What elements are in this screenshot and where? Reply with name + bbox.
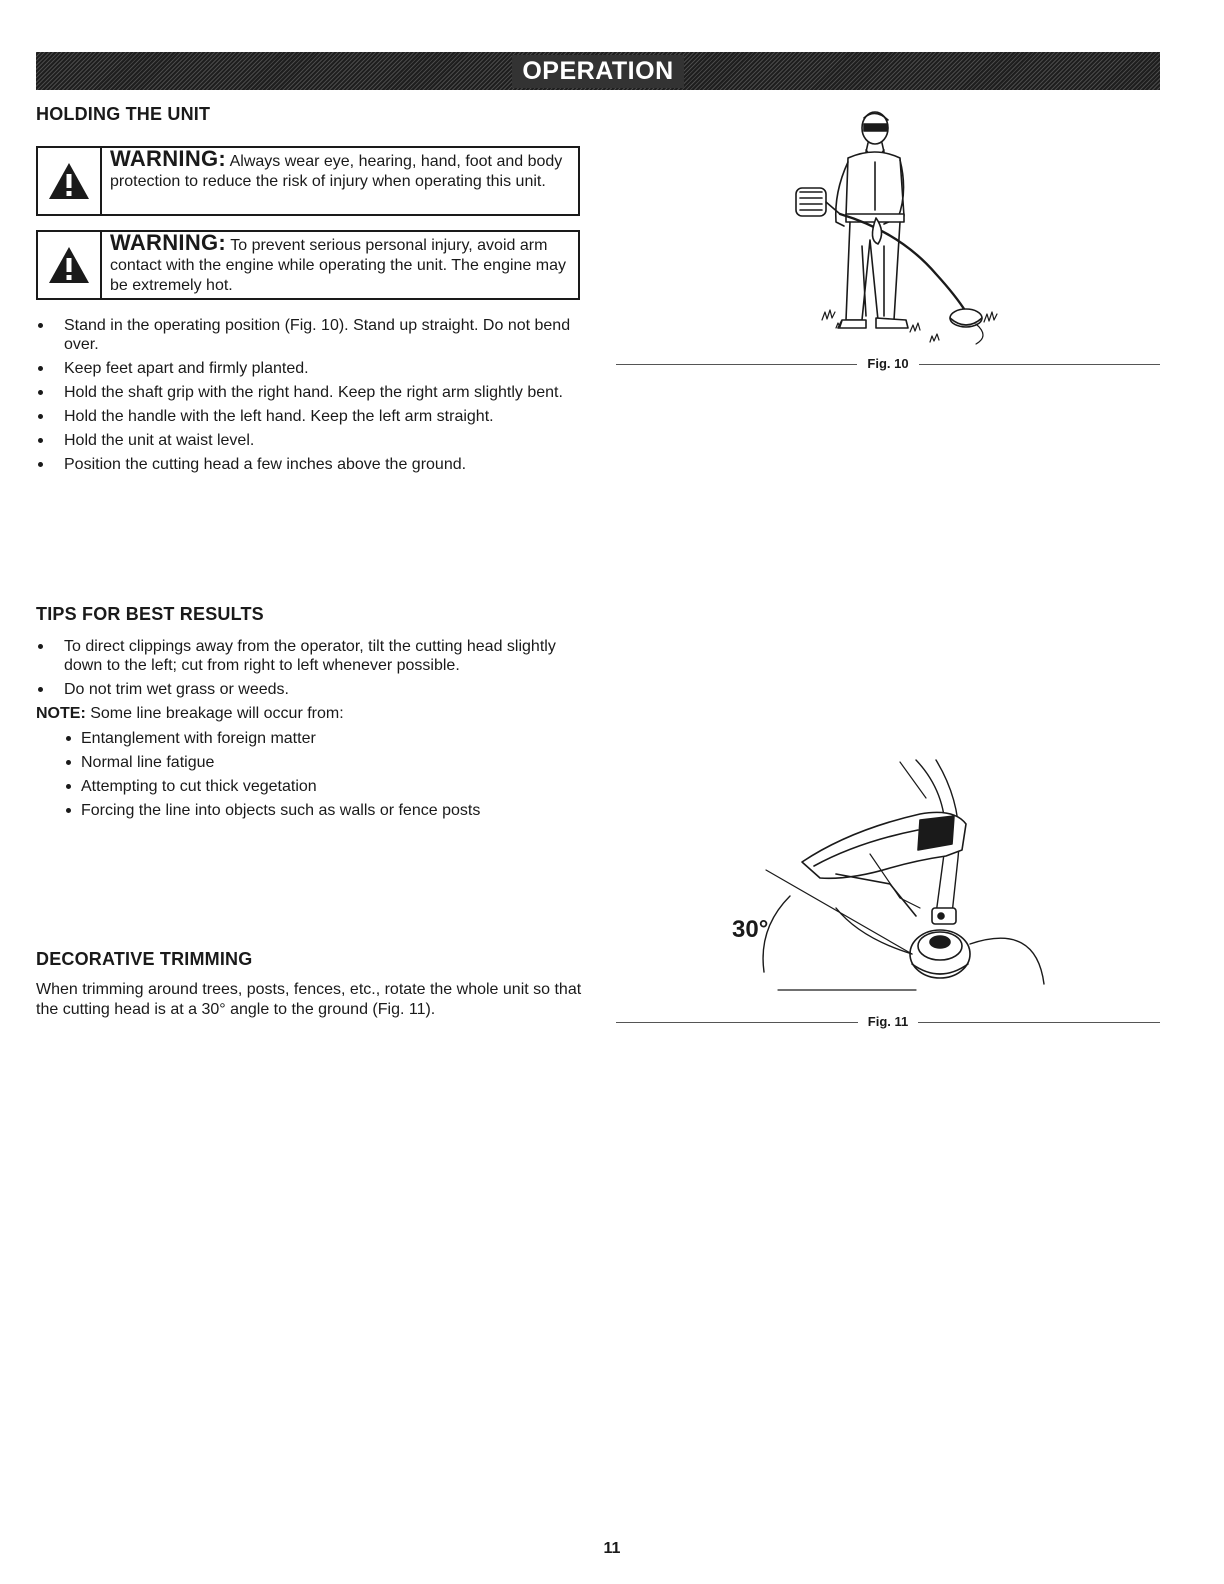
- warning-triangle-icon: [47, 161, 91, 201]
- list-item: Attempting to cut thick vegetation: [64, 777, 564, 796]
- section-title: OPERATION: [512, 55, 683, 88]
- fig11-caption-text: Fig. 11: [858, 1014, 918, 1029]
- list-item: Do not trim wet grass or weeds.: [36, 680, 576, 699]
- warning-icon-cell: [38, 232, 102, 298]
- fig10-caption-row: [616, 356, 1160, 372]
- holding-heading: HOLDING THE UNIT: [36, 104, 211, 124]
- decorative-heading: DECORATIVE TRIMMING: [36, 949, 253, 969]
- list-item: Position the cutting head a few inches above the ground.: [36, 455, 576, 474]
- list-item: Keep feet apart and firmly planted.: [36, 359, 576, 378]
- fig11-angle-illustration: [740, 758, 1060, 994]
- fig10-caption-text: Fig. 10: [857, 356, 918, 371]
- tips-bullet-list: [36, 637, 576, 704]
- list-item: To direct clippings away from the operator, tilt the cutting head slightly down to the left; cut from right to left whenever possible.: [36, 637, 576, 675]
- warning-text: [102, 232, 578, 298]
- page-number: 11: [603, 1540, 621, 1557]
- list-item: Stand in the operating position (Fig. 10). Stand up straight. Do not bend over.: [36, 316, 576, 354]
- fig10-caption: [616, 356, 1160, 372]
- fig11-caption-row: [616, 1014, 1160, 1030]
- warning-text: [102, 148, 578, 214]
- list-item: Entanglement with foreign matter: [64, 729, 564, 748]
- list-item: Hold the unit at waist level.: [36, 431, 576, 450]
- note-bullet-list: [64, 729, 564, 825]
- section-banner: [36, 52, 1160, 90]
- warning-message: Always wear eye, hearing, hand, foot and body protection to reduce the risk of injury when operating this unit.: [110, 153, 563, 190]
- list-item: Hold the handle with the left hand. Keep the left arm straight.: [36, 407, 576, 426]
- note-text: Some line breakage will occur from:: [85, 705, 344, 722]
- decorative-paragraph: When trimming around trees, posts, fences, etc., rotate the whole unit so that the cutting head is at a 30° angle to the ground (Fig. 11).: [36, 981, 582, 1018]
- fig11-caption: [616, 1014, 1160, 1030]
- fig10-operator-illustration: [780, 106, 1000, 354]
- warning-box-engine: [36, 230, 580, 300]
- list-item: Hold the shaft grip with the right hand. Keep the right arm slightly bent.: [36, 383, 576, 402]
- warning-label: WARNING:: [110, 230, 227, 255]
- warning-box-protection: [36, 146, 580, 216]
- note-label: NOTE:: [36, 705, 86, 722]
- list-item: Normal line fatigue: [64, 753, 564, 772]
- warning-message: To prevent serious personal injury, avoid arm contact with the engine while operating the unit. The engine may be extremely hot.: [110, 237, 566, 294]
- note-line: [36, 704, 344, 723]
- warning-icon-cell: [38, 148, 102, 214]
- list-item: Forcing the line into objects such as walls or fence posts: [64, 801, 564, 820]
- tips-heading: TIPS FOR BEST RESULTS: [36, 604, 264, 624]
- warning-triangle-icon: [47, 245, 91, 285]
- holding-bullet-list: [36, 316, 576, 479]
- fig11-angle-label: 30°: [732, 916, 769, 943]
- warning-label: WARNING:: [110, 146, 227, 171]
